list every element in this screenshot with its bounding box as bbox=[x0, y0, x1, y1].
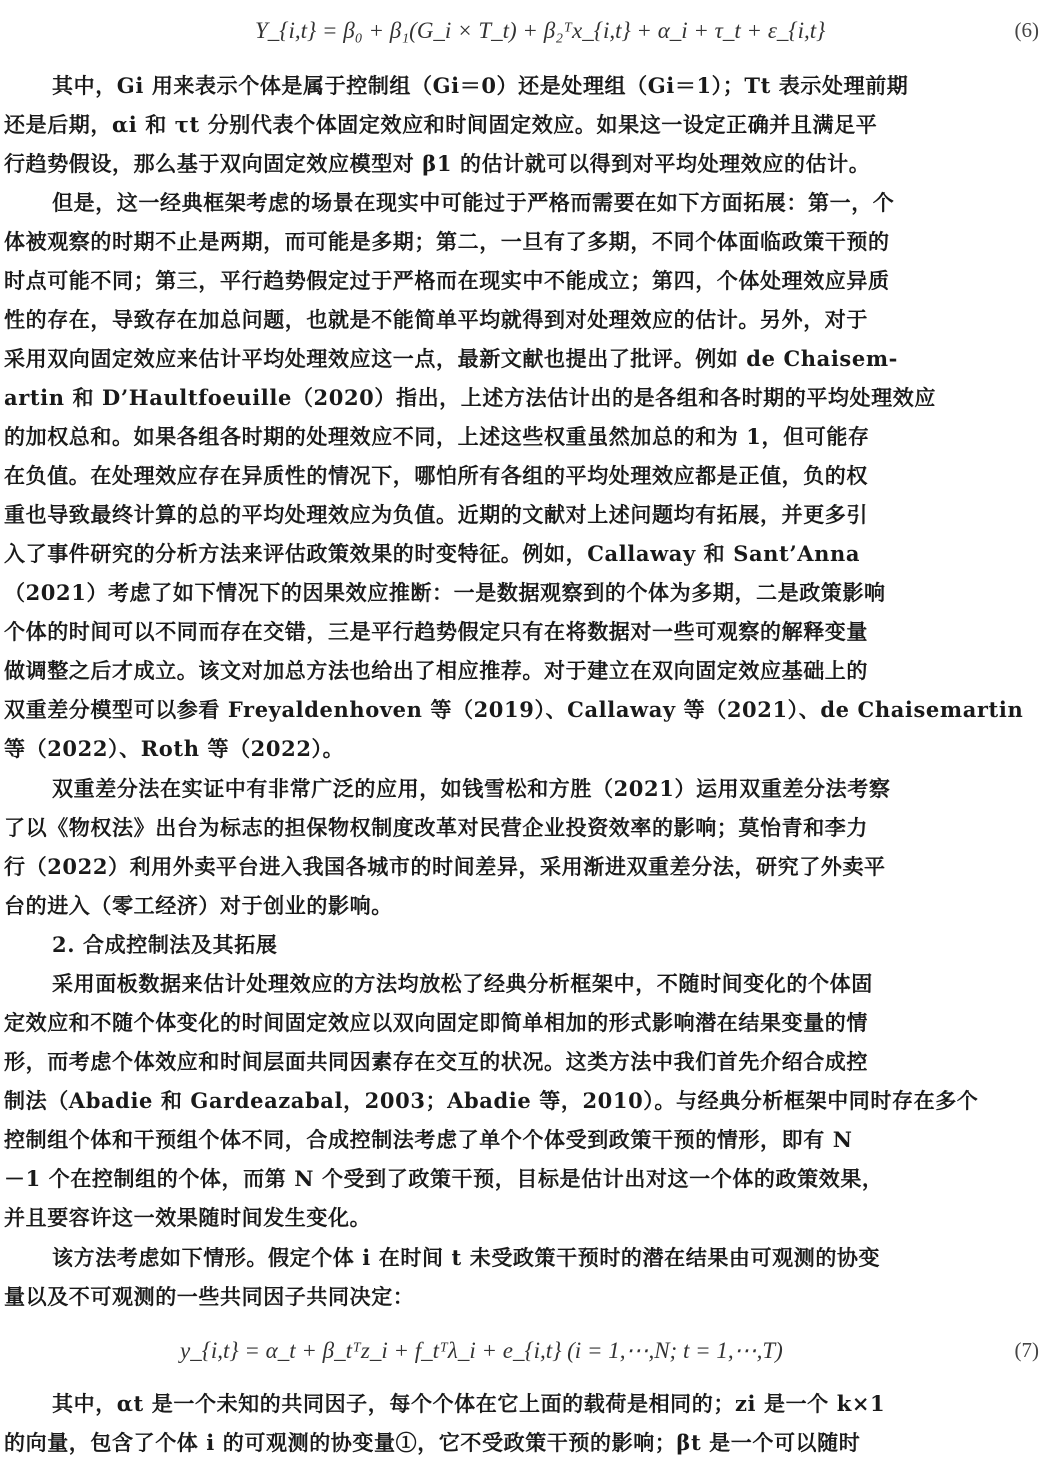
text-line: 定效应和不随个体变化的时间固定效应以双向固定即简单相加的形式影响潜在结果变量的情 bbox=[4, 1010, 868, 1035]
text-line: 控制组个体和干预组个体不同，合成控制法考虑了单个个体受到政策干预的情形，即有 N bbox=[4, 1127, 853, 1152]
text-line: 双重差分模型可以参看 Freyaldenhoven 等（2019）、Callaway 等（2021）、de Chaisemartin bbox=[4, 697, 1024, 722]
text-line: 体被观察的时期不止是两期，而可能是多期；第二，一旦有了多期，不同个体面临政策干预的 bbox=[4, 229, 890, 254]
text-line: 台的进入（零工经济）对于创业的影响。 bbox=[4, 893, 393, 918]
text-line: 的加权总和。如果各组各时期的处理效应不同，上述这些权重虽然加总的和为 1，但可能存 bbox=[4, 424, 870, 449]
text-line: 性的存在，导致存在加总问题，也就是不能简单平均就得到对处理效应的估计。另外，对于 bbox=[4, 307, 868, 332]
text-line: 采用面板数据来估计处理效应的方法均放松了经典分析框架中，不随时间变化的个体固 bbox=[52, 971, 873, 996]
text-line: 行趋势假设，那么基于双向固定效应模型对 β1 的估计就可以得到对平均处理效应的估计。 bbox=[4, 151, 871, 176]
text-line: 行（2022）利用外卖平台进入我国各城市的时间差异，采用渐进双重差分法，研究了外卖平 bbox=[4, 854, 886, 879]
text-line: 做调整之后才成立。该文对加总方法也给出了相应推荐。对于建立在双向固定效应基础上的 bbox=[4, 658, 868, 683]
text-line: 在负值。在处理效应存在异质性的情况下，哪怕所有各组的平均处理效应都是正值，负的权 bbox=[4, 463, 868, 488]
text-line: 其中，αt 是一个未知的共同因子，每个个体在它上面的载荷是相同的；zi 是一个 k×1 bbox=[52, 1391, 886, 1416]
text-line: －1 个在控制组的个体，而第 N 个受到了政策干预，目标是估计出对这一个体的政策效果， bbox=[4, 1166, 884, 1191]
text-line: 时点可能不同；第三，平行趋势假定过于严格而在现实中不能成立；第四，个体处理效应异质 bbox=[4, 268, 890, 293]
text-line: 双重差分法在实证中有非常广泛的应用，如钱雪松和方胜（2021）运用双重差分法考察 bbox=[52, 776, 891, 801]
equation-7 bbox=[0, 1338, 1047, 1372]
text-line: 形，而考虑个体效应和时间层面共同因素存在交互的状况。这类方法中我们首先介绍合成控 bbox=[4, 1049, 868, 1074]
text-line: 重也导致最终计算的总的平均处理效应为负值。近期的文献对上述问题均有拓展，并更多引 bbox=[4, 502, 868, 527]
equation-6-number: (6) bbox=[1014, 18, 1039, 42]
text-line: 还是后期，αi 和 τt 分别代表个体固定效应和时间固定效应。如果这一设定正确并且满足平 bbox=[4, 112, 878, 137]
text-line: 了以《物权法》出台为标志的担保物权制度改革对民营企业投资效率的影响；莫怡青和李力 bbox=[4, 815, 868, 840]
equation-7-number: (7) bbox=[1014, 1338, 1039, 1362]
equation-7-formula: y_{i,t} = α_t + β_tᵀz_i + f_tᵀλ_i + e_{i,t} (i = 1,⋯,N; t = 1,⋯,T) bbox=[180, 1338, 783, 1363]
text-line: （2021）考虑了如下情况下的因果效应推断：一是数据观察到的个体为多期，二是政策影响 bbox=[4, 580, 886, 605]
text-line: artin 和 D’Haultfoeuille（2020）指出，上述方法估计出的是各组和各时期的平均处理效应 bbox=[4, 385, 936, 410]
text-line: 但是，这一经典框架考虑的场景在现实中可能过于严格而需要在如下方面拓展：第一，个 bbox=[52, 190, 895, 215]
text-line: 入了事件研究的分析方法来评估政策效果的时变特征。例如，Callaway 和 Sant’Anna bbox=[4, 541, 861, 566]
text-line: 等（2022）、Roth 等（2022）。 bbox=[4, 736, 345, 761]
equation-6 bbox=[0, 18, 1047, 52]
equation-6-formula: Y_{i,t} = β₀ + β₁(G_i × T_t) + β₂ᵀx_{i,t} + α_i + τ_t + ε_{i,t} bbox=[255, 18, 826, 43]
text-line: 其中，Gi 用来表示个体是属于控制组（Gi＝0）还是处理组（Gi＝1）；Tt 表示处理前期 bbox=[52, 73, 909, 98]
text-line: 并且要容许这一效果随时间发生变化。 bbox=[4, 1205, 372, 1230]
text-line: 该方法考虑如下情形。假定个体 i 在时间 t 未受政策干预时的潜在结果由可观测的协变 bbox=[52, 1245, 881, 1270]
text-line: 制法（Abadie 和 Gardeazabal，2003；Abadie 等，2010）。与经典分析框架中同时存在多个 bbox=[4, 1088, 979, 1113]
text-line: 个体的时间可以不同而存在交错，三是平行趋势假定只有在将数据对一些可观察的解释变量 bbox=[4, 619, 868, 644]
section-heading: 2. 合成控制法及其拓展 bbox=[52, 932, 278, 957]
text-line: 量以及不可观测的一些共同因子共同决定： bbox=[4, 1284, 415, 1309]
text-line: 采用双向固定效应来估计平均处理效应这一点，最新文献也提出了批评。例如 de Chaisem- bbox=[4, 346, 898, 371]
text-line: 的向量，包含了个体 i 的可观测的协变量①，它不受政策干预的影响；βt 是一个可以随时 bbox=[4, 1430, 861, 1455]
